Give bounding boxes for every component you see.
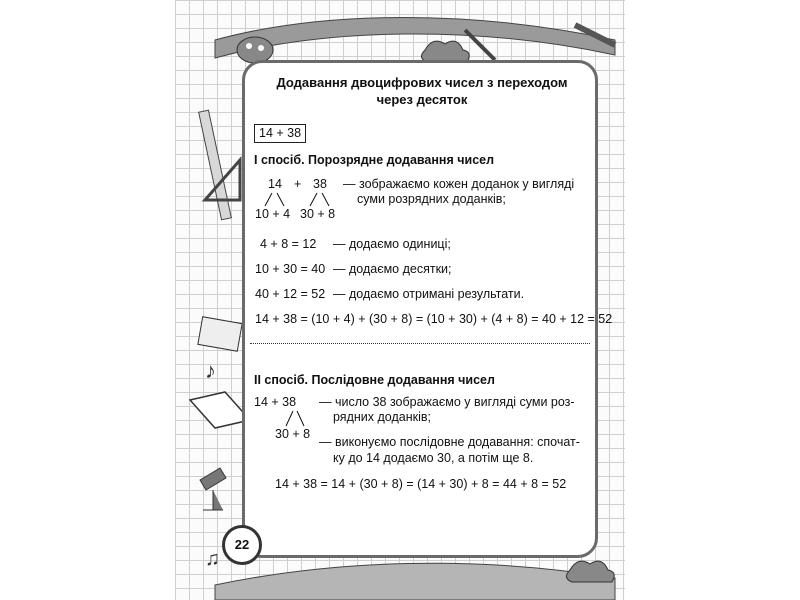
method2-note1-line2: рядних доданків; [333, 410, 431, 424]
cloud-icon [421, 41, 469, 62]
method2-note1-line1: — число 38 зображаємо у вигляді суми роз- [319, 395, 575, 409]
music-note-icon: ♪ [205, 358, 216, 383]
section-separator [250, 343, 590, 344]
method1-step2-note: — додаємо десятки; [333, 262, 452, 276]
page-title-line2: через десяток [376, 92, 468, 107]
example-expression: 14 + 38 [254, 124, 306, 143]
method1-step1-note: — додаємо одиниці; [333, 237, 451, 251]
method2-expression: 14 + 38 [254, 395, 297, 409]
method2-heading: II спосіб. Послідовне додавання чисел [254, 373, 495, 387]
method1-heading: I спосіб. Порозрядне додавання чисел [254, 153, 495, 167]
method1-left-split: 10 + 4 [255, 207, 291, 221]
method1-step2-equation: 10 + 30 = 40 [255, 262, 326, 276]
method1-note-line1: — зображаємо кожен доданок у вигляді [343, 177, 575, 191]
cloud-icon-bottom [566, 561, 614, 582]
method2-split: 30 + 8 [275, 427, 311, 441]
method1-step1-equation: 4 + 8 = 12 [260, 237, 317, 251]
method2-note2-line1: — виконуємо послідовне додавання: спочат- [319, 435, 580, 449]
method2-note2-line2: ку до 14 додаємо 30, а потім ще 8. [333, 451, 534, 465]
method1-step3-equation: 40 + 12 = 52 [255, 287, 326, 301]
method1-summary: 14 + 38 = (10 + 4) + (30 + 8) = (10 + 30) + (4 + 8) = 40 + 12 = 52 [255, 312, 613, 326]
lamp-icon [200, 468, 226, 510]
top-swoosh [215, 18, 615, 59]
page-number: 22 [222, 525, 262, 565]
book-icon [190, 392, 250, 428]
method1-right-number: 38 [313, 177, 327, 191]
ruler-icon [199, 110, 232, 220]
method1-right-split: 30 + 8 [300, 207, 336, 221]
music-note-icon-2: ♫ [205, 548, 220, 570]
method1-step3-note: — додаємо отримані результати. [333, 287, 525, 301]
method1-left-number: 14 [268, 177, 282, 191]
method1-note-line2: суми розрядних доданків; [357, 192, 506, 206]
notepad-icon [198, 317, 242, 352]
method2-summary: 14 + 38 = 14 + (30 + 8) = (14 + 30) + 8 = 44 + 8 = 52 [275, 477, 567, 491]
method1-plus-sign: + [294, 177, 302, 191]
bottom-swoosh [215, 563, 615, 600]
page-title-line1: Додавання двоцифрових чисел з переходом [276, 75, 568, 90]
